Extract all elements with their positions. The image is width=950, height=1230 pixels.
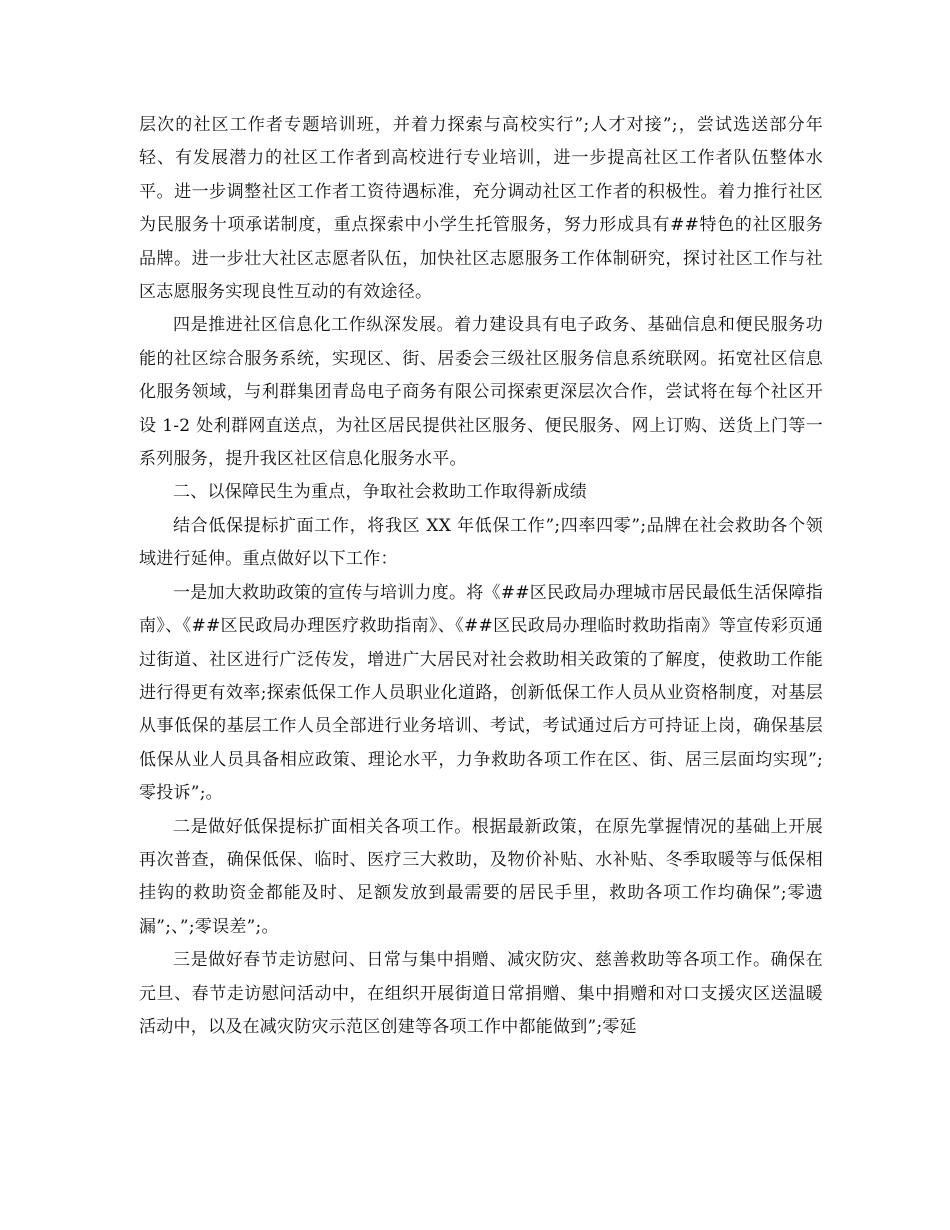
paragraph-1: 层次的社区工作者专题培训班，并着力探索与高校实行”;人才对接”;，尝试选送部分年轻、有发展潜力的社区工作者到高校进行专业培训，进一步提高社区工作者队伍整体水平。进一步调整社区工作者工资待遇标准，充分调动社区工作者的积极性。着力推行社区为民服务十项承诺制度，重点探索中小学生托管服务，努力形成具有##特色的社区服务品牌。进一步壮大社区志愿者队伍，加快社区志愿服务工作体制研究，探讨社区工作与社区志愿服务实现良性互动的有效途径。 xyxy=(139,115,823,303)
paragraph-6: 三是做好春节走访慰问、日常与集中捐赠、减灾防灾、慈善救助等各项工作。确保在元旦、春节走访慰问活动中，在组织开展街道日常捐赠、集中捐赠和对口支援灾区送温暖活动中，以及在减灾防灾示范区创建等各项工作中都能做到”;零延 xyxy=(139,950,823,1037)
paragraph-2: 四是推进社区信息化工作纵深发展。着力建设具有电子政务、基础信息和便民服务功能的社区综合服务系统，实现区、街、居委会三级社区服务信息系统联网。拓宽社区信息化服务领域，与利群集团青岛电子商务有限公司探索更深层次合作，尝试将在每个社区开设 1-2 处利群网直送点，为社区居民提供社区服务、便民服务、网上订购、送货上门等一系列服务，提升我区社区信息化服务水平。 xyxy=(139,315,823,470)
paragraph-4: 一是加大救助政策的宣传与培训力度。将《##区民政局办理城市居民最低生活保障指南》、《##区民政局办理医疗救助指南》、《##区民政局办理临时救助指南》等宣传彩页通过街道、社区进行广泛传发，增进广大居民对社会救助相关政策的了解度，使救助工作能进行得更有效率;探索低保工作人员职业化道路，创新低保工作人员从业资格制度，对基层从事低保的基层工作人员全部进行业务培训、考试，考试通过后方可持证上岗，确保基层低保从业人员具备相应政策、理论水平，力争救助各项工作在区、街、居三层面均实现”;零投诉”;。 xyxy=(139,582,823,804)
document-page xyxy=(139,109,823,1044)
section-heading: 二、以保障民生为重点，争取社会救助工作取得新成绩 xyxy=(173,482,587,503)
paragraph-5: 二是做好低保提标扩面相关各项工作。根据最新政策，在原先掌握情况的基础上开展再次普查，确保低保、临时、医疗三大救助，及物价补贴、水补贴、冬季取暖等与低保相挂钩的救助资金都能及时、足额发放到最需要的居民手里，救助各项工作均确保”;零遗漏”;、”;零误差”;。 xyxy=(139,816,823,937)
paragraph-3: 结合低保提标扩面工作，将我区 XX 年低保工作”;四率四零”;品牌在社会救助各个领域进行延伸。重点做好以下工作： xyxy=(139,515,823,570)
